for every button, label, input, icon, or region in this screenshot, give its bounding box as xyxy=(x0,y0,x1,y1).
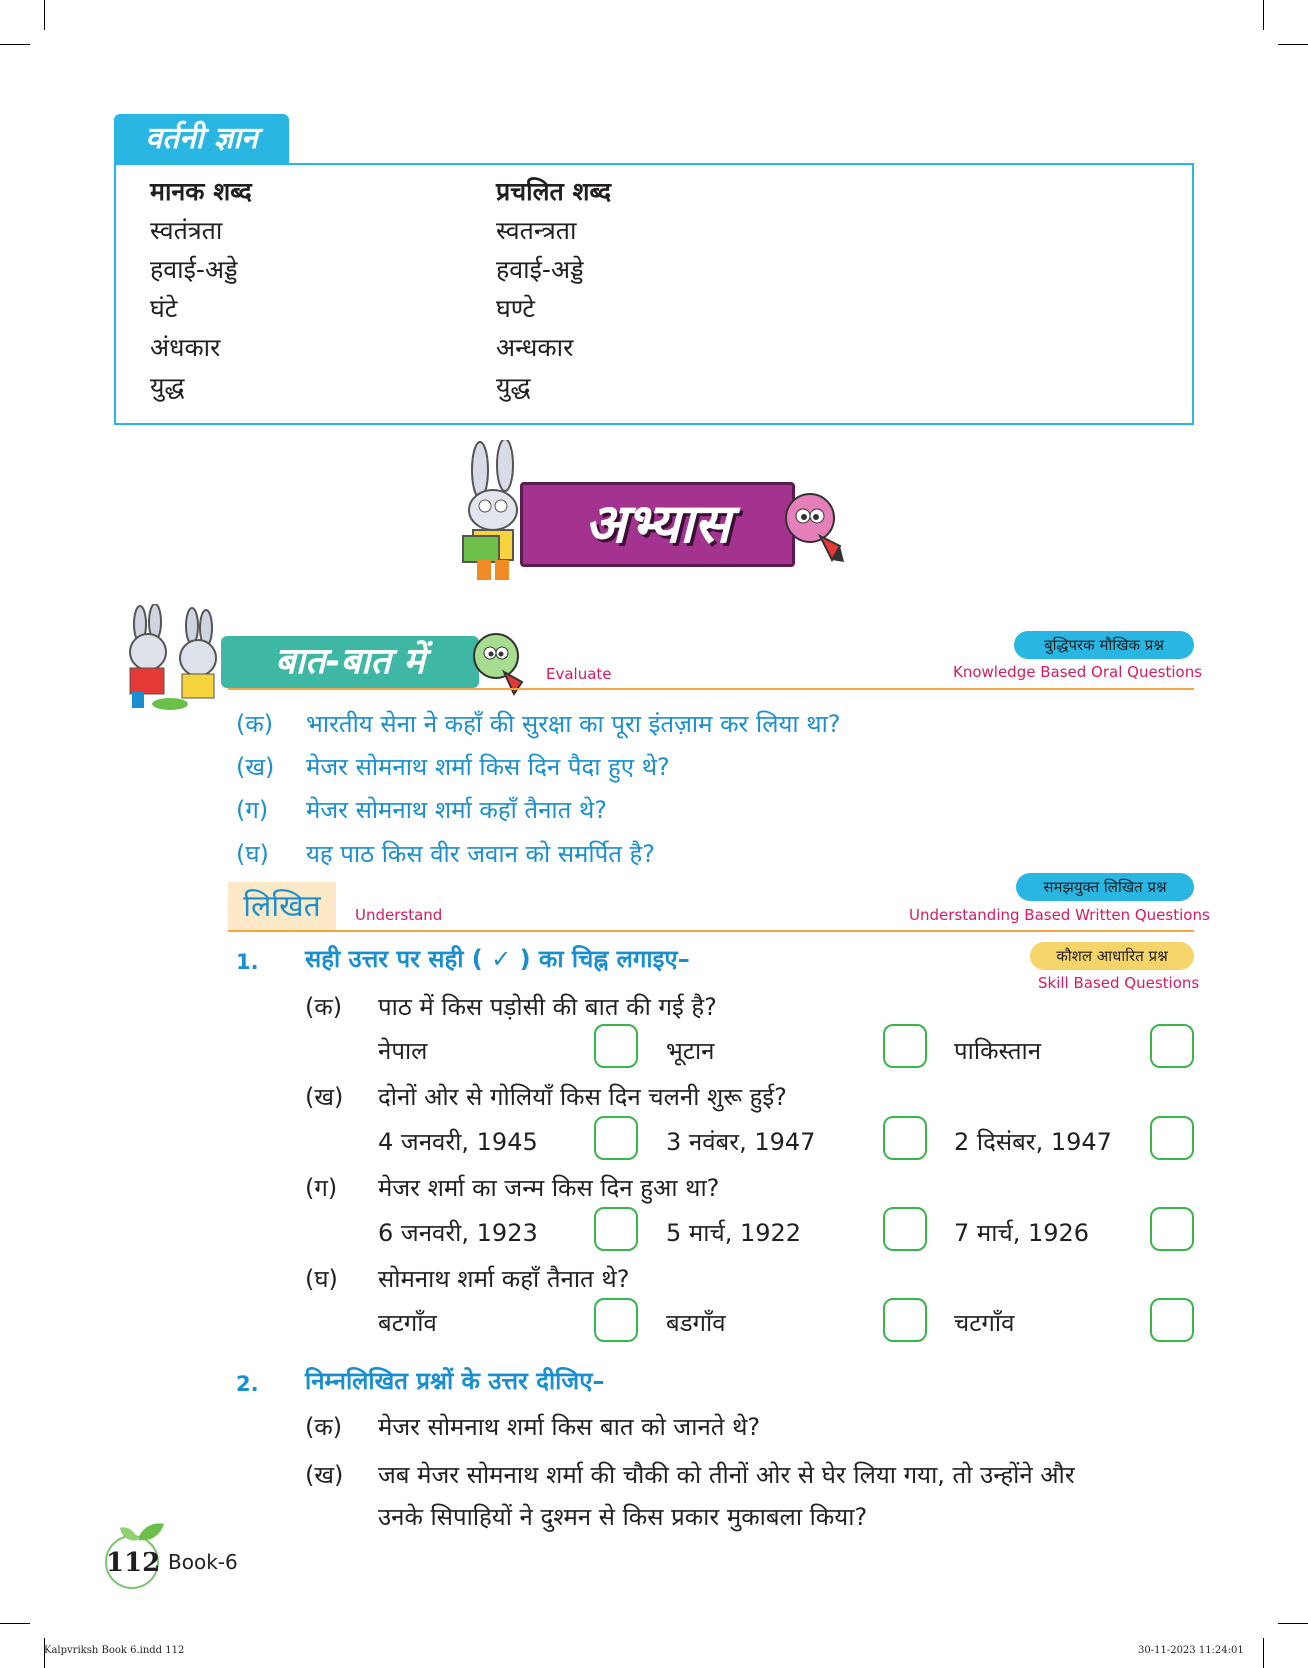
written-question-badge-en: Understanding Based Written Questions xyxy=(909,906,1210,924)
mcq-label: (ख) xyxy=(305,1083,344,1111)
answer-checkbox[interactable] xyxy=(1150,1116,1194,1160)
common-word: युद्ध xyxy=(496,372,531,401)
short-answer-question: मेजर सोमनाथ शर्मा किस बात को जानते थे? xyxy=(378,1413,761,1441)
answer-checkbox[interactable] xyxy=(883,1207,927,1251)
abhyas-banner: अभ्यास xyxy=(520,482,795,567)
divider xyxy=(228,688,1194,690)
skill-badge: कौशल आधारित प्रश्न xyxy=(1030,942,1194,970)
answer-checkbox[interactable] xyxy=(594,1116,638,1160)
crop-mark xyxy=(44,0,45,30)
oral-question: (घ) यह पाठ किस वीर जवान को समर्पित है? xyxy=(236,840,656,868)
crop-mark xyxy=(0,1623,30,1624)
oral-question: (ग) मेजर सोमनाथ शर्मा कहाँ तैनात थे? xyxy=(236,796,608,824)
divider xyxy=(228,930,1194,932)
crop-mark xyxy=(1263,1638,1264,1668)
standard-word: अंधकार xyxy=(150,333,221,362)
common-word: स्वतन्त्रता xyxy=(496,216,577,245)
crop-mark xyxy=(1263,0,1264,30)
vartani-box xyxy=(114,163,1194,425)
answer-checkbox[interactable] xyxy=(594,1024,638,1068)
common-word: अन्धकार xyxy=(496,333,574,362)
question-heading: निम्नलिखित प्रश्नों के उत्तर दीजिए– xyxy=(305,1367,605,1395)
question-number: 1. xyxy=(236,950,259,974)
oral-question: (क) भारतीय सेना ने कहाँ की सुरक्षा का पूरा इंतज़ाम कर लिया था? xyxy=(236,710,841,738)
mcq-option: 4 जनवरी, 1945 xyxy=(378,1128,538,1156)
mcq-option: पाकिस्तान xyxy=(954,1037,1042,1065)
vartani-title: वर्तनी ज्ञान xyxy=(114,114,289,164)
oral-question: (ख) मेजर सोमनाथ शर्मा किस दिन पैदा हुए थे? xyxy=(236,753,670,781)
answer-checkbox[interactable] xyxy=(883,1298,927,1342)
book-label: Book-6 xyxy=(168,1550,238,1574)
answer-checkbox[interactable] xyxy=(1150,1024,1194,1068)
short-answer-question-cont: उनके सिपाहियों ने दुश्मन से किस प्रकार मुकाबला किया? xyxy=(378,1503,868,1531)
vartani-common-column xyxy=(496,172,611,406)
crop-mark xyxy=(1278,1623,1308,1624)
standard-word: हवाई-अड्डे xyxy=(150,255,238,284)
mcq-label: (घ) xyxy=(305,1265,338,1293)
footer-file: Kalpvriksh Book 6.indd 112 xyxy=(44,1645,185,1656)
standard-word: स्वतंत्रता xyxy=(150,216,223,245)
likhit-title: लिखित xyxy=(228,882,336,932)
common-word: घण्टे xyxy=(496,294,535,323)
baat-baat-title: बात-बात में xyxy=(221,636,479,688)
standard-word: घंटे xyxy=(150,294,178,323)
mcq-label: (क) xyxy=(305,993,343,1021)
question-number: 2. xyxy=(236,1372,259,1396)
mcq-question: दोनों ओर से गोलियाँ किस दिन चलनी शुरू हुई? xyxy=(378,1083,787,1111)
answer-checkbox[interactable] xyxy=(883,1116,927,1160)
mcq-option: बडगाँव xyxy=(666,1309,726,1337)
short-answer-question: जब मेजर सोमनाथ शर्मा की चौकी को तीनों ओर से घेर लिया गया, तो उन्होंने और xyxy=(378,1461,1075,1489)
written-question-badge: समझयुक्त लिखित प्रश्न xyxy=(1016,873,1194,901)
common-header: प्रचलित शब्द xyxy=(496,177,612,206)
oral-question-badge: बुद्धिपरक मौखिक प्रश्न xyxy=(1014,631,1194,659)
pencil-mascot-icon xyxy=(780,486,850,566)
answer-checkbox[interactable] xyxy=(594,1298,638,1342)
short-answer-label: (ख) xyxy=(305,1461,344,1489)
mcq-option: 5 मार्च, 1922 xyxy=(666,1219,802,1247)
evaluate-label: Evaluate xyxy=(546,665,612,683)
mcq-question: मेजर शर्मा का जन्म किस दिन हुआ था? xyxy=(378,1174,720,1202)
standard-header: मानक शब्द xyxy=(150,177,252,206)
mcq-option: बटगाँव xyxy=(378,1309,437,1337)
standard-word: युद्ध xyxy=(150,372,185,401)
answer-checkbox[interactable] xyxy=(594,1207,638,1251)
answer-checkbox[interactable] xyxy=(1150,1298,1194,1342)
mcq-question: सोमनाथ शर्मा कहाँ तैनात थे? xyxy=(378,1265,630,1293)
understand-label: Understand xyxy=(355,906,443,924)
mcq-option: नेपाल xyxy=(378,1037,428,1065)
oral-question-badge-en: Knowledge Based Oral Questions xyxy=(953,663,1203,681)
vartani-standard-column xyxy=(150,172,252,406)
mcq-option: 2 दिसंबर, 1947 xyxy=(954,1128,1112,1156)
common-word: हवाई-अड्डे xyxy=(496,255,584,284)
short-answer-label: (क) xyxy=(305,1413,343,1441)
mcq-option: चटगाँव xyxy=(954,1309,1015,1337)
mcq-option: 7 मार्च, 1926 xyxy=(954,1219,1090,1247)
rabbits-icon xyxy=(110,604,228,712)
mcq-option: 3 नवंबर, 1947 xyxy=(666,1128,816,1156)
crop-mark xyxy=(0,44,30,45)
mcq-option: 6 जनवरी, 1923 xyxy=(378,1219,538,1247)
mcq-question: पाठ में किस पड़ोसी की बात की गई है? xyxy=(378,993,717,1021)
page-number: 112 xyxy=(106,1548,161,1578)
footer-timestamp: 30-11-2023 11:24:01 xyxy=(1138,1645,1244,1656)
question-heading: सही उत्तर पर सही ( ✓ ) का चिह्न लगाइए– xyxy=(305,945,690,973)
mcq-option: भूटान xyxy=(666,1037,715,1065)
crop-mark xyxy=(1278,44,1308,45)
mcq-label: (ग) xyxy=(305,1174,338,1202)
answer-checkbox[interactable] xyxy=(1150,1207,1194,1251)
answer-checkbox[interactable] xyxy=(883,1024,927,1068)
skill-badge-en: Skill Based Questions xyxy=(1038,974,1200,992)
